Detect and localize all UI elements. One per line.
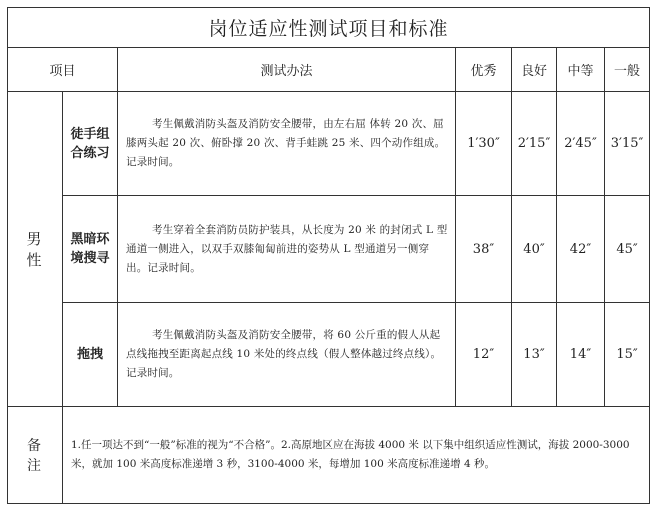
table-title: 岗位适应性测试项目和标准	[8, 8, 650, 48]
method-text: 考生穿着全套消防员防护装具，从长度为 20 米 的封闭式 L 型通道一侧进入，以双手双膝匍匐前进的姿势从 L 型通道另一侧穿出。记录时间。	[126, 223, 448, 274]
score-medium: 2′45″	[557, 92, 605, 196]
item-name: 黑暗环境搜寻	[63, 196, 118, 303]
item-name: 徒手组合练习	[63, 92, 118, 196]
method-text: 考生佩戴消防头盔及消防安全腰带，由左右屈 体转 20 次、屈膝两头起 20 次、俯卧撑 20 次、背手蛙跳 25 米、四个动作组成。记录时间。	[126, 118, 446, 168]
header-excellent: 优秀	[456, 48, 512, 92]
table-row	[8, 196, 650, 303]
header-method: 测试办法	[118, 48, 456, 92]
method-text: 考生佩戴消防头盔及消防安全腰带，将 60 公斤重的假人从起点线拖拽至距离起点线 10 米处的终点线（假人整体越过终点线）。记录时间。	[126, 329, 442, 379]
item-name: 拖拽	[63, 303, 118, 407]
table-row	[8, 303, 650, 407]
note-label: 备 注	[8, 407, 63, 504]
group-label-male: 男 性	[8, 92, 63, 407]
header-medium: 中等	[557, 48, 605, 92]
score-general: 45″	[605, 196, 650, 303]
score-medium: 42″	[557, 196, 605, 303]
table-row	[8, 92, 650, 196]
note-text: 1.任一项达不到“一般”标准的视为“不合格”。2.高原地区应在海拔 4000 米 以下集中组织适应性测试，海拔 2000-3000 米，就加 100 米高度标准递增 3 秒，3100-4000 米，每增加 100 米高度标准递增 4 秒。	[63, 407, 650, 504]
header-good: 良好	[512, 48, 557, 92]
score-excellent: 12″	[456, 303, 512, 407]
score-general: 15″	[605, 303, 650, 407]
score-medium: 14″	[557, 303, 605, 407]
score-good: 13″	[512, 303, 557, 407]
score-good: 40″	[512, 196, 557, 303]
score-excellent: 1′30″	[456, 92, 512, 196]
score-good: 2′15″	[512, 92, 557, 196]
header-general: 一般	[605, 48, 650, 92]
header-item: 项目	[8, 48, 118, 92]
score-excellent: 38″	[456, 196, 512, 303]
standards-table	[7, 7, 650, 504]
score-general: 3′15″	[605, 92, 650, 196]
